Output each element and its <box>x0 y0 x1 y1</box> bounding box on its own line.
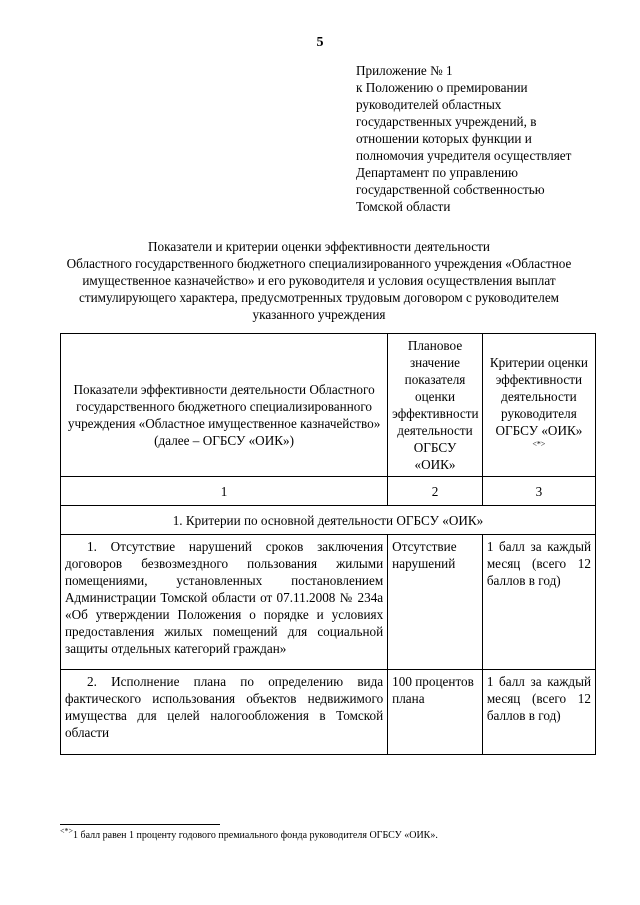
indicator-cell: 1. Отсутствие нарушений сроков заключения договоров безвозмездного пользования жилыми помещениями, установленных постановлением Администрации Томской области от 07.11.2008 № 234а «Об утверждении Положения о порядке и условиях предоставления жилых помещений для социальной защиты отдельных категорий граждан» <box>61 535 388 670</box>
section-row <box>61 506 596 535</box>
title-line: указанного учреждения <box>252 307 386 322</box>
page-number: 5 <box>316 35 324 50</box>
column-number: 2 <box>388 477 483 506</box>
footnote <box>60 826 620 842</box>
appendix-line: руководителей областных <box>356 97 502 112</box>
header-criteria-text: Критерии оценки эффективности деятельности руководителя ОГБСУ «ОИК» <box>489 355 588 438</box>
column-number: 1 <box>61 477 388 506</box>
appendix-line: государственной собственностью <box>356 182 545 197</box>
plan-cell: 100 процентов плана <box>388 670 483 755</box>
footnote-mark: <*> <box>60 826 74 836</box>
section-title: 1. Критерии по основной деятельности ОГБСУ «ОИК» <box>61 506 596 535</box>
column-number-row <box>61 477 596 506</box>
appendix-line: Приложение № 1 <box>356 63 453 78</box>
criterion-cell: 1 балл за каждый месяц (всего 12 баллов в год) <box>482 670 595 755</box>
appendix-line: полномочия учредителя осуществляет <box>356 148 572 163</box>
criterion-cell: 1 балл за каждый месяц (всего 12 баллов в год) <box>482 535 595 670</box>
table-row <box>61 670 596 755</box>
document-title <box>46 238 592 323</box>
appendix-line: к Положению о премировании <box>356 80 528 95</box>
table-header-row <box>61 334 596 477</box>
plan-cell: Отсутствие нарушений <box>388 535 483 670</box>
footnote-reference: <*> <box>532 439 546 449</box>
appendix-line: Департамент по управлению <box>356 165 518 180</box>
title-line: имущественное казначейство» и его руководителя и условия осуществления выплат <box>82 273 556 288</box>
footnote-text: 1 балл равен 1 проценту годового премиального фонда руководителя ОГБСУ «ОИК». <box>73 830 438 841</box>
footnote-divider <box>60 824 220 825</box>
title-line: стимулирующего характера, предусмотренных трудовым договором с руководителем <box>78 290 560 305</box>
header-plan-value: Плановое значение показателя оценки эффективности деятельности ОГБСУ «ОИК» <box>388 334 483 477</box>
indicator-cell: 2. Исполнение плана по определению вида фактического использования объектов недвижимого имущества для целей налогообложения в Томской области <box>61 670 388 755</box>
table-row <box>61 535 596 670</box>
header-criteria <box>482 334 595 477</box>
criteria-table <box>60 333 596 755</box>
header-indicators: Показатели эффективности деятельности Областного государственного бюджетного специализированного учреждения «Областное имущественное казначейство» (далее – ОГБСУ «ОИК») <box>61 334 388 477</box>
column-number: 3 <box>482 477 595 506</box>
appendix-header <box>356 62 626 215</box>
appendix-line: Томской области <box>356 199 451 214</box>
title-line: Областного государственного бюджетного специализированного учреждения «Областное <box>66 256 572 271</box>
appendix-line: государственных учреждений, в <box>356 114 537 129</box>
appendix-line: отношении которых функции и <box>356 131 532 146</box>
title-line: Показатели и критерии оценки эффективности деятельности <box>148 239 490 254</box>
